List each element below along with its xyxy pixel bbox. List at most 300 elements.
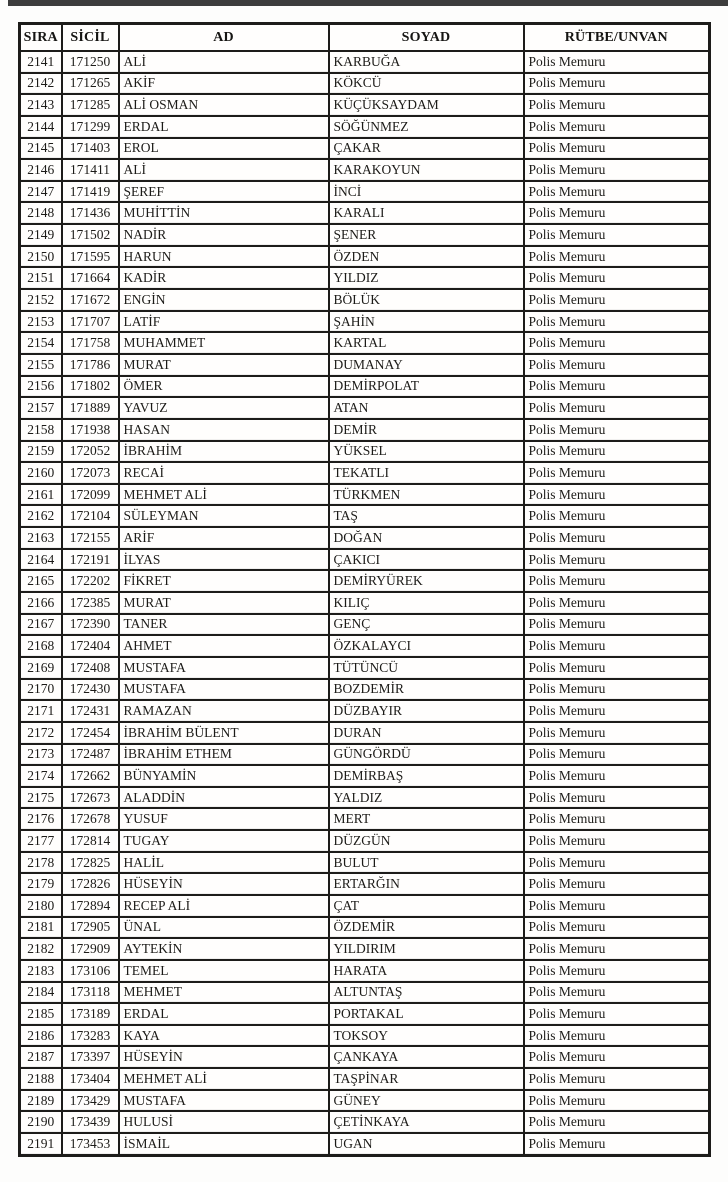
cell-ad: YUSUF <box>119 808 329 830</box>
cell-sira: 2162 <box>20 505 62 527</box>
cell-sira: 2160 <box>20 462 62 484</box>
cell-sicil: 173439 <box>62 1111 119 1133</box>
cell-rutbe-unvan: Polis Memuru <box>524 938 710 960</box>
cell-rutbe-unvan: Polis Memuru <box>524 484 710 506</box>
cell-rutbe-unvan: Polis Memuru <box>524 1111 710 1133</box>
cell-sicil: 172678 <box>62 808 119 830</box>
cell-soyad: UGAN <box>329 1133 524 1155</box>
cell-soyad: KARALI <box>329 202 524 224</box>
cell-soyad: ERTARĞIN <box>329 873 524 895</box>
cell-soyad: ÖZDEMİR <box>329 917 524 939</box>
cell-rutbe-unvan: Polis Memuru <box>524 1046 710 1068</box>
cell-sicil: 173453 <box>62 1133 119 1155</box>
cell-soyad: ÇAKICI <box>329 549 524 571</box>
cell-soyad: ATAN <box>329 397 524 419</box>
cell-rutbe-unvan: Polis Memuru <box>524 614 710 636</box>
cell-soyad: KARAKOYUN <box>329 159 524 181</box>
cell-soyad: KÜÇÜKSAYDAM <box>329 94 524 116</box>
cell-rutbe-unvan: Polis Memuru <box>524 397 710 419</box>
cell-soyad: İNCİ <box>329 181 524 203</box>
table-row <box>20 808 710 830</box>
cell-soyad: DEMİRPOLAT <box>329 376 524 398</box>
cell-sicil: 172431 <box>62 700 119 722</box>
cell-ad: RECEP ALİ <box>119 895 329 917</box>
cell-sira: 2157 <box>20 397 62 419</box>
cell-sira: 2167 <box>20 614 62 636</box>
cell-sicil: 172814 <box>62 830 119 852</box>
cell-soyad: TÜTÜNCÜ <box>329 657 524 679</box>
cell-rutbe-unvan: Polis Memuru <box>524 159 710 181</box>
cell-ad: FİKRET <box>119 570 329 592</box>
cell-soyad: DOĞAN <box>329 527 524 549</box>
cell-ad: ARİF <box>119 527 329 549</box>
table-header <box>20 24 710 52</box>
cell-soyad: HARATA <box>329 960 524 982</box>
cell-ad: ENGİN <box>119 289 329 311</box>
cell-ad: NADİR <box>119 224 329 246</box>
cell-rutbe-unvan: Polis Memuru <box>524 505 710 527</box>
cell-rutbe-unvan: Polis Memuru <box>524 852 710 874</box>
table-row <box>20 938 710 960</box>
cell-ad: MUSTAFA <box>119 1090 329 1112</box>
cell-ad: BÜNYAMİN <box>119 765 329 787</box>
table-row <box>20 267 710 289</box>
cell-soyad: YÜKSEL <box>329 441 524 463</box>
cell-soyad: KÖKCÜ <box>329 73 524 95</box>
cell-sicil: 172894 <box>62 895 119 917</box>
cell-sira: 2174 <box>20 765 62 787</box>
cell-rutbe-unvan: Polis Memuru <box>524 635 710 657</box>
cell-sicil: 172487 <box>62 744 119 766</box>
cell-sira: 2179 <box>20 873 62 895</box>
cell-sira: 2142 <box>20 73 62 95</box>
cell-soyad: DEMİRBAŞ <box>329 765 524 787</box>
table-row <box>20 570 710 592</box>
cell-rutbe-unvan: Polis Memuru <box>524 376 710 398</box>
cell-soyad: YILDIZ <box>329 267 524 289</box>
cell-sira: 2191 <box>20 1133 62 1155</box>
cell-sicil: 173429 <box>62 1090 119 1112</box>
cell-sira: 2185 <box>20 1003 62 1025</box>
table-row <box>20 1068 710 1090</box>
cell-rutbe-unvan: Polis Memuru <box>524 332 710 354</box>
table-row <box>20 332 710 354</box>
table-row <box>20 549 710 571</box>
cell-soyad: KARBUĞA <box>329 51 524 73</box>
cell-rutbe-unvan: Polis Memuru <box>524 1090 710 1112</box>
cell-sira: 2189 <box>20 1090 62 1112</box>
cell-sicil: 172390 <box>62 614 119 636</box>
cell-ad: HULUSİ <box>119 1111 329 1133</box>
cell-rutbe-unvan: Polis Memuru <box>524 1003 710 1025</box>
cell-sicil: 171299 <box>62 116 119 138</box>
cell-rutbe-unvan: Polis Memuru <box>524 311 710 333</box>
cell-rutbe-unvan: Polis Memuru <box>524 549 710 571</box>
cell-ad: HARUN <box>119 246 329 268</box>
cell-ad: KADİR <box>119 267 329 289</box>
cell-soyad: DEMİR <box>329 419 524 441</box>
table-row <box>20 73 710 95</box>
header-sicil: SİCİL <box>62 24 119 52</box>
cell-sicil: 171802 <box>62 376 119 398</box>
cell-soyad: KARTAL <box>329 332 524 354</box>
cell-sira: 2143 <box>20 94 62 116</box>
cell-ad: YAVUZ <box>119 397 329 419</box>
cell-ad: MUHAMMET <box>119 332 329 354</box>
cell-ad: TEMEL <box>119 960 329 982</box>
table-row <box>20 679 710 701</box>
cell-ad: MEHMET <box>119 982 329 1004</box>
cell-rutbe-unvan: Polis Memuru <box>524 419 710 441</box>
cell-sira: 2145 <box>20 138 62 160</box>
cell-soyad: DUMANAY <box>329 354 524 376</box>
cell-sira: 2155 <box>20 354 62 376</box>
personnel-table <box>18 22 711 1157</box>
table-row <box>20 289 710 311</box>
cell-soyad: PORTAKAL <box>329 1003 524 1025</box>
cell-ad: İSMAİL <box>119 1133 329 1155</box>
table-row <box>20 787 710 809</box>
cell-rutbe-unvan: Polis Memuru <box>524 181 710 203</box>
cell-ad: MEHMET ALİ <box>119 484 329 506</box>
table-row <box>20 744 710 766</box>
cell-rutbe-unvan: Polis Memuru <box>524 700 710 722</box>
cell-sira: 2183 <box>20 960 62 982</box>
cell-sira: 2173 <box>20 744 62 766</box>
cell-ad: ALADDİN <box>119 787 329 809</box>
cell-ad: SÜLEYMAN <box>119 505 329 527</box>
cell-soyad: MERT <box>329 808 524 830</box>
table-row <box>20 1025 710 1047</box>
cell-rutbe-unvan: Polis Memuru <box>524 462 710 484</box>
cell-soyad: ÖZKALAYCI <box>329 635 524 657</box>
cell-sicil: 171285 <box>62 94 119 116</box>
cell-sira: 2168 <box>20 635 62 657</box>
cell-sicil: 173118 <box>62 982 119 1004</box>
cell-ad: HALİL <box>119 852 329 874</box>
table-row <box>20 527 710 549</box>
cell-sicil: 172191 <box>62 549 119 571</box>
cell-ad: ALİ OSMAN <box>119 94 329 116</box>
cell-ad: MURAT <box>119 354 329 376</box>
cell-ad: LATİF <box>119 311 329 333</box>
cell-sicil: 172454 <box>62 722 119 744</box>
cell-rutbe-unvan: Polis Memuru <box>524 657 710 679</box>
cell-sira: 2164 <box>20 549 62 571</box>
cell-soyad: BOZDEMİR <box>329 679 524 701</box>
cell-sira: 2147 <box>20 181 62 203</box>
cell-soyad: ÖZDEN <box>329 246 524 268</box>
cell-rutbe-unvan: Polis Memuru <box>524 138 710 160</box>
cell-sira: 2153 <box>20 311 62 333</box>
cell-soyad: ÇAT <box>329 895 524 917</box>
cell-ad: İBRAHİM ETHEM <box>119 744 329 766</box>
cell-rutbe-unvan: Polis Memuru <box>524 1025 710 1047</box>
cell-soyad: DÜZBAYIR <box>329 700 524 722</box>
cell-sicil: 171265 <box>62 73 119 95</box>
table-row <box>20 505 710 527</box>
cell-sira: 2172 <box>20 722 62 744</box>
cell-sicil: 172385 <box>62 592 119 614</box>
cell-soyad: GÜNEY <box>329 1090 524 1112</box>
cell-rutbe-unvan: Polis Memuru <box>524 51 710 73</box>
cell-sira: 2144 <box>20 116 62 138</box>
table-row <box>20 982 710 1004</box>
cell-sicil: 172052 <box>62 441 119 463</box>
cell-sicil: 171664 <box>62 267 119 289</box>
cell-ad: MUHİTTİN <box>119 202 329 224</box>
cell-ad: İLYAS <box>119 549 329 571</box>
table-row <box>20 873 710 895</box>
cell-rutbe-unvan: Polis Memuru <box>524 592 710 614</box>
cell-sira: 2181 <box>20 917 62 939</box>
table-row <box>20 311 710 333</box>
cell-ad: HASAN <box>119 419 329 441</box>
cell-rutbe-unvan: Polis Memuru <box>524 744 710 766</box>
table-row <box>20 51 710 73</box>
cell-sira: 2171 <box>20 700 62 722</box>
cell-sira: 2182 <box>20 938 62 960</box>
cell-soyad: KILIÇ <box>329 592 524 614</box>
cell-ad: ALİ <box>119 51 329 73</box>
cell-sira: 2148 <box>20 202 62 224</box>
cell-soyad: DEMİRYÜREK <box>329 570 524 592</box>
cell-rutbe-unvan: Polis Memuru <box>524 1133 710 1155</box>
table-row <box>20 592 710 614</box>
cell-sira: 2186 <box>20 1025 62 1047</box>
cell-sicil: 172404 <box>62 635 119 657</box>
cell-soyad: DÜZGÜN <box>329 830 524 852</box>
cell-sira: 2141 <box>20 51 62 73</box>
table-row <box>20 657 710 679</box>
table-row <box>20 1090 710 1112</box>
cell-sira: 2184 <box>20 982 62 1004</box>
cell-sicil: 171707 <box>62 311 119 333</box>
cell-ad: ERDAL <box>119 1003 329 1025</box>
header-soyad: SOYAD <box>329 24 524 52</box>
cell-sicil: 171786 <box>62 354 119 376</box>
cell-sira: 2149 <box>20 224 62 246</box>
header-rutbe-unvan: RÜTBE/UNVAN <box>524 24 710 52</box>
cell-ad: KAYA <box>119 1025 329 1047</box>
cell-sicil: 172155 <box>62 527 119 549</box>
table-row <box>20 635 710 657</box>
cell-soyad: TAŞ <box>329 505 524 527</box>
cell-sira: 2151 <box>20 267 62 289</box>
table-row <box>20 1111 710 1133</box>
table-row <box>20 852 710 874</box>
cell-sira: 2188 <box>20 1068 62 1090</box>
cell-sira: 2175 <box>20 787 62 809</box>
cell-ad: İBRAHİM <box>119 441 329 463</box>
cell-sicil: 171419 <box>62 181 119 203</box>
table-row <box>20 462 710 484</box>
cell-sicil: 173106 <box>62 960 119 982</box>
cell-sicil: 171595 <box>62 246 119 268</box>
table-row <box>20 722 710 744</box>
cell-rutbe-unvan: Polis Memuru <box>524 679 710 701</box>
cell-sira: 2180 <box>20 895 62 917</box>
cell-soyad: TAŞPİNAR <box>329 1068 524 1090</box>
cell-soyad: GENÇ <box>329 614 524 636</box>
cell-sicil: 172662 <box>62 765 119 787</box>
table-body <box>20 51 710 1156</box>
cell-sicil: 171436 <box>62 202 119 224</box>
cell-rutbe-unvan: Polis Memuru <box>524 289 710 311</box>
cell-sira: 2170 <box>20 679 62 701</box>
cell-soyad: ALTUNTAŞ <box>329 982 524 1004</box>
cell-rutbe-unvan: Polis Memuru <box>524 267 710 289</box>
table-row <box>20 224 710 246</box>
cell-sira: 2154 <box>20 332 62 354</box>
cell-sira: 2177 <box>20 830 62 852</box>
cell-sira: 2150 <box>20 246 62 268</box>
cell-soyad: TOKSOY <box>329 1025 524 1047</box>
cell-sicil: 171411 <box>62 159 119 181</box>
cell-soyad: ÇAKAR <box>329 138 524 160</box>
cell-soyad: DURAN <box>329 722 524 744</box>
cell-soyad: SÖĞÜNMEZ <box>329 116 524 138</box>
cell-rutbe-unvan: Polis Memuru <box>524 354 710 376</box>
cell-soyad: TÜRKMEN <box>329 484 524 506</box>
cell-sira: 2159 <box>20 441 62 463</box>
cell-ad: TUGAY <box>119 830 329 852</box>
cell-ad: RAMAZAN <box>119 700 329 722</box>
cell-sicil: 173397 <box>62 1046 119 1068</box>
header-ad: AD <box>119 24 329 52</box>
cell-rutbe-unvan: Polis Memuru <box>524 570 710 592</box>
cell-sira: 2166 <box>20 592 62 614</box>
cell-sicil: 172408 <box>62 657 119 679</box>
cell-rutbe-unvan: Polis Memuru <box>524 116 710 138</box>
scan-edge-bar <box>8 0 728 6</box>
cell-rutbe-unvan: Polis Memuru <box>524 873 710 895</box>
cell-rutbe-unvan: Polis Memuru <box>524 224 710 246</box>
table-row <box>20 116 710 138</box>
cell-ad: AYTEKİN <box>119 938 329 960</box>
cell-sicil: 171250 <box>62 51 119 73</box>
cell-sira: 2152 <box>20 289 62 311</box>
table-row <box>20 917 710 939</box>
table-row <box>20 419 710 441</box>
table-row <box>20 700 710 722</box>
cell-ad: MUSTAFA <box>119 657 329 679</box>
cell-ad: AKİF <box>119 73 329 95</box>
cell-soyad: ÇETİNKAYA <box>329 1111 524 1133</box>
cell-sicil: 172202 <box>62 570 119 592</box>
cell-rutbe-unvan: Polis Memuru <box>524 960 710 982</box>
cell-rutbe-unvan: Polis Memuru <box>524 94 710 116</box>
cell-soyad: BULUT <box>329 852 524 874</box>
table-row <box>20 484 710 506</box>
cell-sicil: 171889 <box>62 397 119 419</box>
cell-sicil: 173189 <box>62 1003 119 1025</box>
cell-sicil: 173283 <box>62 1025 119 1047</box>
table-row <box>20 202 710 224</box>
cell-rutbe-unvan: Polis Memuru <box>524 830 710 852</box>
cell-sira: 2178 <box>20 852 62 874</box>
cell-rutbe-unvan: Polis Memuru <box>524 1068 710 1090</box>
cell-ad: HÜSEYİN <box>119 1046 329 1068</box>
cell-sicil: 172825 <box>62 852 119 874</box>
cell-sira: 2169 <box>20 657 62 679</box>
cell-sicil: 172099 <box>62 484 119 506</box>
cell-rutbe-unvan: Polis Memuru <box>524 527 710 549</box>
table-row <box>20 246 710 268</box>
cell-sira: 2146 <box>20 159 62 181</box>
header-row <box>20 24 710 52</box>
cell-ad: MURAT <box>119 592 329 614</box>
table-row <box>20 830 710 852</box>
cell-sicil: 172673 <box>62 787 119 809</box>
table-row <box>20 614 710 636</box>
cell-sicil: 171758 <box>62 332 119 354</box>
cell-sicil: 173404 <box>62 1068 119 1090</box>
cell-sicil: 171938 <box>62 419 119 441</box>
cell-sira: 2187 <box>20 1046 62 1068</box>
cell-soyad: ŞENER <box>329 224 524 246</box>
cell-ad: EROL <box>119 138 329 160</box>
cell-rutbe-unvan: Polis Memuru <box>524 765 710 787</box>
cell-soyad: ÇANKAYA <box>329 1046 524 1068</box>
cell-sira: 2163 <box>20 527 62 549</box>
cell-sicil: 171403 <box>62 138 119 160</box>
cell-rutbe-unvan: Polis Memuru <box>524 895 710 917</box>
cell-sicil: 172909 <box>62 938 119 960</box>
table-row <box>20 354 710 376</box>
cell-rutbe-unvan: Polis Memuru <box>524 808 710 830</box>
cell-soyad: TEKATLI <box>329 462 524 484</box>
table-row <box>20 960 710 982</box>
cell-sicil: 172826 <box>62 873 119 895</box>
table-row <box>20 1133 710 1155</box>
cell-rutbe-unvan: Polis Memuru <box>524 246 710 268</box>
cell-sicil: 172905 <box>62 917 119 939</box>
cell-rutbe-unvan: Polis Memuru <box>524 982 710 1004</box>
cell-ad: ÖMER <box>119 376 329 398</box>
cell-sicil: 171502 <box>62 224 119 246</box>
table-row <box>20 1046 710 1068</box>
cell-sira: 2161 <box>20 484 62 506</box>
cell-sira: 2158 <box>20 419 62 441</box>
cell-sira: 2190 <box>20 1111 62 1133</box>
cell-ad: ALİ <box>119 159 329 181</box>
table-row <box>20 138 710 160</box>
cell-ad: AHMET <box>119 635 329 657</box>
table-row <box>20 765 710 787</box>
cell-sicil: 172104 <box>62 505 119 527</box>
cell-soyad: YALDIZ <box>329 787 524 809</box>
cell-rutbe-unvan: Polis Memuru <box>524 202 710 224</box>
cell-rutbe-unvan: Polis Memuru <box>524 73 710 95</box>
table-row <box>20 441 710 463</box>
cell-ad: ERDAL <box>119 116 329 138</box>
table-row <box>20 181 710 203</box>
table-row <box>20 159 710 181</box>
header-sira: SIRA <box>20 24 62 52</box>
cell-ad: MEHMET ALİ <box>119 1068 329 1090</box>
cell-rutbe-unvan: Polis Memuru <box>524 787 710 809</box>
cell-ad: MUSTAFA <box>119 679 329 701</box>
cell-soyad: GÜNGÖRDÜ <box>329 744 524 766</box>
cell-rutbe-unvan: Polis Memuru <box>524 722 710 744</box>
cell-sira: 2165 <box>20 570 62 592</box>
cell-ad: HÜSEYİN <box>119 873 329 895</box>
cell-sicil: 172073 <box>62 462 119 484</box>
cell-soyad: ŞAHİN <box>329 311 524 333</box>
table-row <box>20 376 710 398</box>
cell-ad: İBRAHİM BÜLENT <box>119 722 329 744</box>
